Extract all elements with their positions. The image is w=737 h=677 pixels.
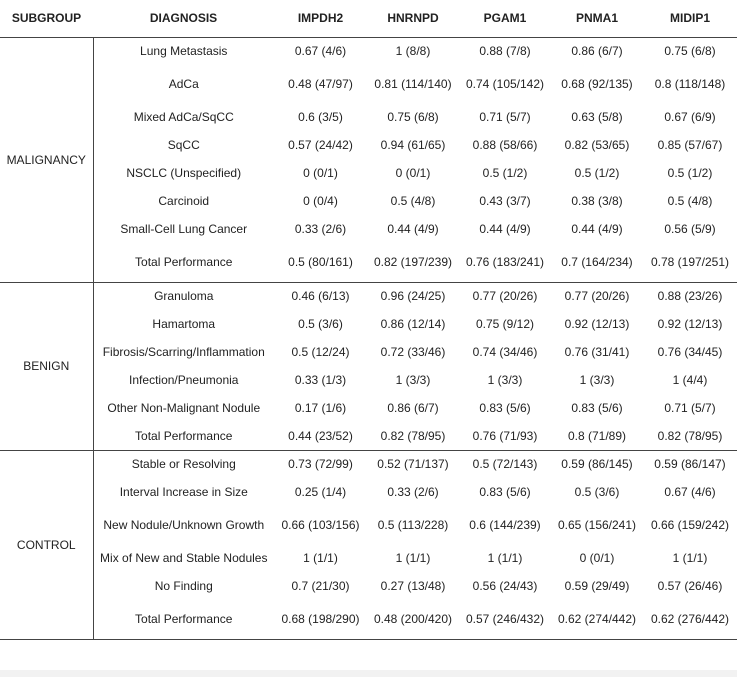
value-cell: 0.71 (5/7): [664, 401, 716, 415]
subgroup-cell: BENIGN: [0, 283, 93, 451]
value-cell: 0.75 (6/8): [387, 110, 439, 124]
value-cell: 0.85 (57/67): [657, 138, 723, 152]
table-row: [0, 216, 737, 244]
value-cell: 0.59 (29/49): [564, 579, 630, 593]
diagnosis-cell: NSCLC (Unspecified): [126, 166, 242, 180]
value-cell: 0.5 (1/2): [482, 166, 528, 180]
value-cell: 0.6 (144/239): [469, 518, 541, 532]
header-diagnosis: DIAGNOSIS: [93, 0, 274, 38]
value-cell: 0.92 (12/13): [564, 317, 630, 331]
diagnosis-cell: SqCC: [167, 138, 200, 152]
value-cell: 1 (8/8): [395, 44, 431, 59]
value-cell: 0.52 (71/137): [377, 457, 449, 472]
value-cell: 0.73 (72/99): [288, 457, 353, 472]
value-cell: 0.5 (113/228): [377, 518, 449, 532]
value-cell: 0.67 (4/6): [294, 44, 347, 59]
value-cell: 0.63 (5/8): [571, 110, 623, 124]
value-cell: 0.76 (34/45): [657, 345, 723, 359]
table-row: [0, 66, 737, 104]
table-row: [0, 367, 737, 395]
table-row: [0, 573, 737, 601]
value-cell: 0.17 (1/6): [294, 401, 347, 415]
table-row: [0, 104, 737, 132]
value-cell: 1 (1/1): [303, 551, 338, 565]
value-cell: 0.92 (12/13): [657, 317, 723, 331]
diagnosis-cell: Fibrosis/Scarring/Inflammation: [102, 345, 265, 359]
value-cell: 1 (3/3): [579, 373, 615, 387]
value-cell: 0.76 (31/41): [564, 345, 630, 359]
value-cell: 0.86 (6/7): [387, 401, 439, 415]
value-cell: 0 (0/1): [579, 551, 615, 565]
value-cell: 0.56 (5/9): [664, 222, 716, 236]
value-cell: 0.88 (7/8): [479, 44, 531, 59]
value-cell: 0.5 (1/2): [667, 166, 713, 180]
table-body: [0, 38, 737, 640]
diagnosis-cell: Other Non-Malignant Nodule: [107, 401, 261, 415]
value-cell: 1 (1/1): [672, 551, 708, 565]
value-cell: 0.57 (24/42): [288, 138, 353, 152]
value-cell: 0.66 (103/156): [281, 518, 360, 532]
value-cell: 0.5 (3/6): [574, 485, 620, 499]
value-cell: 0.75 (9/12): [475, 317, 535, 331]
value-cell: 0.72 (33/46): [380, 345, 446, 359]
table-row: [0, 395, 737, 423]
diagnosis-cell: Total Performance: [93, 244, 274, 283]
value-cell: 0.68 (198/290): [274, 601, 367, 640]
table-row: [0, 507, 737, 545]
value-cell: 0.83 (5/6): [479, 485, 531, 499]
value-cell: 0.5 (4/8): [390, 194, 436, 208]
value-cell: 0.6 (3/5): [298, 110, 343, 124]
value-cell: 0.44 (4/9): [387, 222, 439, 236]
header-row: [0, 0, 737, 38]
value-cell: 0.67 (4/6): [664, 485, 716, 499]
header-pnma1: PNMA1: [551, 0, 643, 38]
table-row: [0, 545, 737, 573]
diagnosis-cell: Lung Metastasis: [140, 44, 228, 59]
value-cell: 0.25 (1/4): [294, 485, 347, 499]
value-cell: 0.57 (26/46): [657, 579, 723, 593]
value-cell: 1 (4/4): [672, 373, 708, 387]
value-cell: 0.5 (4/8): [667, 194, 713, 208]
value-cell: 0.67 (6/9): [664, 110, 716, 124]
value-cell: 0.48 (47/97): [288, 77, 353, 91]
value-cell: 0.8 (71/89): [551, 423, 643, 451]
value-cell: 0.96 (24/25): [380, 289, 446, 304]
table-row: [0, 38, 737, 66]
value-cell: 0.7 (21/30): [291, 579, 350, 593]
value-cell: 0.56 (24/43): [472, 579, 538, 593]
header-impdh2: IMPDH2: [274, 0, 367, 38]
diagnosis-cell: Interval Increase in Size: [119, 485, 248, 499]
value-cell: 0.38 (3/8): [571, 194, 623, 208]
table-row: [0, 188, 737, 216]
header-midip1: MIDIP1: [643, 0, 737, 38]
diagnosis-cell: AdCa: [168, 77, 199, 91]
diagnosis-cell: Infection/Pneumonia: [129, 373, 239, 387]
value-cell: 0.44 (4/9): [571, 222, 623, 236]
value-cell: 0.82 (78/95): [367, 423, 459, 451]
value-cell: 0.62 (274/442): [551, 601, 643, 640]
value-cell: 0.46 (6/13): [291, 289, 350, 304]
subgroup-cell: CONTROL: [0, 451, 93, 640]
value-cell: 0.33 (2/6): [294, 222, 347, 236]
value-cell: 0.57 (246/432): [459, 601, 551, 640]
diagnosis-cell: Hamartoma: [152, 317, 216, 331]
value-cell: 1 (1/1): [487, 551, 523, 565]
value-cell: 0.71 (5/7): [479, 110, 531, 124]
diagnosis-cell: New Nodule/Unknown Growth: [103, 518, 265, 532]
value-cell: 0.5 (3/6): [298, 317, 343, 331]
table-row: [0, 244, 737, 283]
value-cell: 0.59 (86/147): [654, 457, 726, 472]
value-cell: 0.44 (4/9): [479, 222, 531, 236]
value-cell: 1 (3/3): [395, 373, 431, 387]
value-cell: 0.83 (5/6): [479, 401, 531, 415]
value-cell: 0.27 (13/48): [380, 579, 446, 593]
value-cell: 0.33 (2/6): [387, 485, 439, 499]
value-cell: 0.82 (78/95): [643, 423, 737, 451]
value-cell: 0.76 (71/93): [459, 423, 551, 451]
value-cell: 0 (0/4): [303, 194, 338, 208]
table-row: [0, 311, 737, 339]
value-cell: 0.82 (53/65): [564, 138, 630, 152]
diagnosis-cell: Total Performance: [93, 601, 274, 640]
value-cell: 0.74 (105/142): [465, 77, 545, 91]
value-cell: 1 (1/1): [395, 551, 431, 565]
diagnosis-cell: Carcinoid: [158, 194, 210, 208]
diagnosis-cell: Total Performance: [93, 423, 274, 451]
value-cell: 0 (0/1): [303, 166, 338, 180]
value-cell: 0.88 (58/66): [472, 138, 538, 152]
value-cell: 0.88 (23/26): [657, 289, 723, 304]
value-cell: 0.59 (86/145): [561, 457, 633, 472]
diagnosis-cell: Mix of New and Stable Nodules: [100, 551, 268, 565]
value-cell: 0.5 (12/24): [291, 345, 350, 359]
table-row: [0, 160, 737, 188]
value-cell: 0 (0/1): [395, 166, 431, 180]
value-cell: 0.86 (6/7): [571, 44, 623, 59]
value-cell: 0.44 (23/52): [274, 423, 367, 451]
value-cell: 0.7 (164/234): [551, 244, 643, 283]
value-cell: 1 (3/3): [487, 373, 523, 387]
value-cell: 0.81 (114/140): [374, 77, 452, 91]
header-hnrnpd: HNRNPD: [367, 0, 459, 38]
value-cell: 0.78 (197/251): [643, 244, 737, 283]
table-row: [0, 283, 737, 311]
value-cell: 0.5 (1/2): [574, 166, 620, 180]
value-cell: 0.65 (156/241): [557, 518, 637, 532]
value-cell: 0.94 (61/65): [380, 138, 446, 152]
value-cell: 0.68 (92/135): [561, 77, 633, 91]
value-cell: 0.86 (12/14): [380, 317, 446, 331]
value-cell: 0.66 (159/242): [650, 518, 730, 532]
value-cell: 0.5 (72/143): [472, 457, 538, 472]
table-row: [0, 423, 737, 451]
value-cell: 0.74 (34/46): [472, 345, 538, 359]
diagnosis-cell: No Finding: [154, 579, 213, 593]
value-cell: 0.33 (1/3): [294, 373, 347, 387]
diagnosis-cell: Mixed AdCa/SqCC: [133, 110, 234, 124]
diagnosis-cell: Small-Cell Lung Cancer: [120, 222, 248, 236]
table-row: [0, 479, 737, 507]
diagnosis-cell: Granuloma: [154, 289, 214, 304]
value-cell: 0.48 (200/420): [367, 601, 459, 640]
table-row: [0, 132, 737, 160]
value-cell: 0.5 (80/161): [274, 244, 367, 283]
header-pgam1: PGAM1: [459, 0, 551, 38]
value-cell: 0.75 (6/8): [664, 44, 716, 59]
table-row: [0, 451, 737, 479]
value-cell: 0.82 (197/239): [367, 244, 459, 283]
value-cell: 0.77 (20/26): [472, 289, 538, 304]
table-row: [0, 339, 737, 367]
value-cell: 0.76 (183/241): [459, 244, 551, 283]
subgroup-cell: MALIGNANCY: [0, 38, 93, 283]
diagnosis-cell: Stable or Resolving: [131, 457, 236, 472]
value-cell: 0.62 (276/442): [643, 601, 737, 640]
value-cell: 0.8 (118/148): [654, 77, 726, 91]
header-subgroup: SUBGROUP: [0, 0, 93, 38]
table-row: [0, 601, 737, 640]
value-cell: 0.77 (20/26): [564, 289, 630, 304]
value-cell: 0.83 (5/6): [571, 401, 623, 415]
value-cell: 0.43 (3/7): [479, 194, 531, 208]
